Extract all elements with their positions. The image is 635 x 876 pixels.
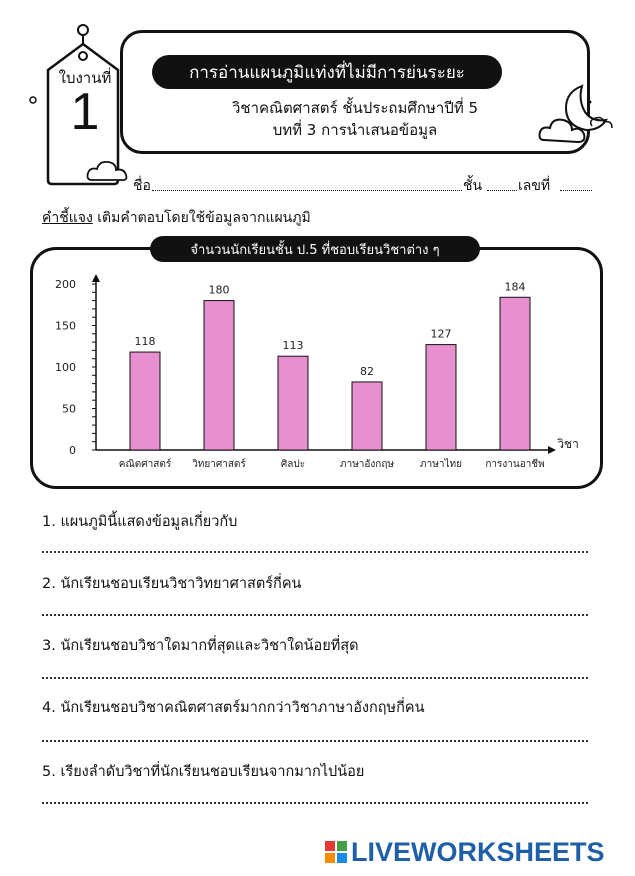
bar — [426, 345, 456, 450]
answer-line-2[interactable] — [42, 614, 588, 616]
instruction-label: คำชี้แจง — [42, 210, 93, 226]
instruction-text: เติมคำตอบโดยใช้ข้อมูลจากแผนภูมิ — [97, 210, 311, 226]
answer-line-3[interactable] — [42, 677, 588, 679]
data-label: 82 — [360, 364, 374, 378]
worksheet-title: การอ่านแผนภูมิแท่งที่ไม่มีการย่นระยะ — [152, 55, 502, 89]
bar — [204, 301, 234, 450]
x-tick-label: การงานอาชีพ — [485, 459, 545, 470]
chart-title: จำนวนนักเรียนชั้น ป.5 ที่ชอบเรียนวิชาต่าง ๆ — [150, 236, 480, 262]
bar — [130, 352, 160, 450]
data-label: 113 — [282, 339, 304, 353]
data-label: 127 — [430, 327, 452, 341]
liveworksheets-logo-icon — [325, 841, 347, 863]
data-label: 184 — [504, 280, 526, 294]
number-label: เลขที่ — [518, 178, 551, 194]
subject-line: วิชาคณิตศาสตร์ ชั้นประถมศึกษาปีที่ 5 — [231, 99, 479, 117]
unit-line: บทที่ 3 การนำเสนอข้อมูล — [272, 121, 438, 139]
moon-cloud-icon — [530, 80, 630, 162]
question-1: 1. แผนภูมินี้แสดงข้อมูลเกี่ยวกับ — [42, 514, 238, 530]
x-tick-label: ศิลปะ — [280, 459, 306, 470]
answer-line-4[interactable] — [42, 740, 588, 742]
y-tick-label: 150 — [55, 319, 76, 333]
name-label: ชื่อ — [133, 178, 151, 194]
y-axis-arrow — [92, 274, 100, 282]
student-info-line — [133, 175, 151, 197]
data-label: 118 — [134, 335, 156, 349]
x-tick-label: ภาษาอังกฤษ — [339, 459, 395, 470]
y-tick-label: 50 — [62, 402, 76, 416]
question-5: 5. เรียงลำดับวิชาที่นักเรียนชอบเรียนจากมากไปน้อย — [42, 764, 365, 780]
answer-line-1[interactable] — [42, 551, 588, 553]
x-tick-label: วิทยาศาสตร์ — [192, 459, 246, 470]
class-field[interactable] — [487, 190, 517, 191]
class-label: ชั้น — [463, 178, 483, 194]
bar — [500, 297, 530, 450]
y-tick-label: 0 — [69, 444, 76, 457]
question-4: 4. นักเรียนชอบวิชาคณิตศาสตร์มากกว่าวิชาภาษาอังกฤษกี่คน — [42, 700, 425, 716]
question-3: 3. นักเรียนชอบวิชาใดมากที่สุดและวิชาใดน้อยที่สุด — [42, 638, 359, 654]
footer-brand — [325, 836, 605, 868]
cloud-icon — [86, 158, 130, 184]
x-axis-label: วิชา — [557, 437, 579, 451]
x-tick-label: คณิตศาสตร์ — [118, 459, 172, 470]
bar — [352, 382, 382, 450]
bar — [278, 356, 308, 450]
y-tick-label: 100 — [55, 361, 76, 374]
answer-line-5[interactable] — [42, 802, 588, 804]
data-label: 180 — [208, 283, 230, 297]
question-2: 2. นักเรียนชอบเรียนวิชาวิทยาศาสตร์กี่คน — [42, 576, 302, 592]
bar-chart — [30, 262, 603, 480]
y-tick-label: 200 — [55, 278, 76, 291]
worksheet-label: ใบงานที่ — [58, 69, 112, 87]
x-axis-arrow — [548, 446, 556, 454]
x-tick-label: ภาษาไทย — [420, 459, 462, 470]
number-field[interactable] — [560, 190, 592, 191]
instruction — [42, 207, 311, 229]
worksheet-number: 1 — [70, 83, 100, 141]
footer-brand-text: LIVEWORKSHEETS — [351, 836, 605, 867]
name-field[interactable] — [152, 190, 462, 191]
